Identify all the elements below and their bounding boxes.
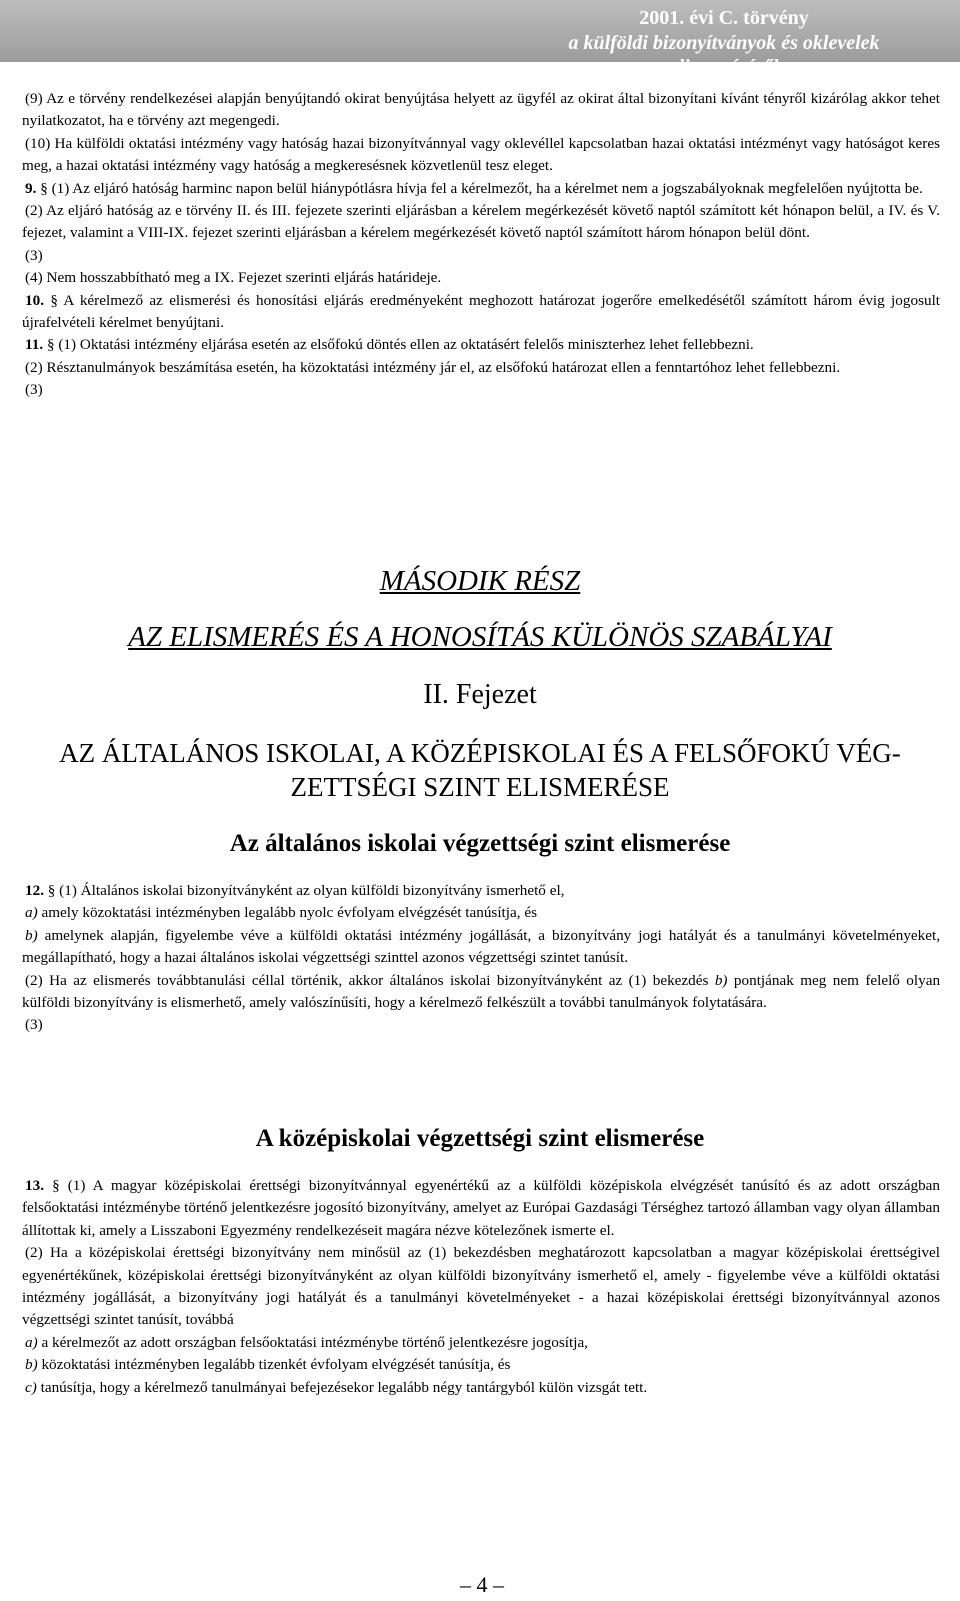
section-sign: §: [50, 291, 58, 309]
section-number: 10.: [25, 291, 44, 309]
section-9-para-3: (3): [25, 246, 43, 264]
point-text: amely közoktatási intézményben legalább nyolc évfolyam elvégzését tanúsítja, és: [41, 904, 537, 922]
section-sign: §: [46, 336, 55, 354]
section-11-para-3: (3): [25, 381, 43, 399]
point-reference: b): [714, 971, 728, 989]
section-text: (1) Általános iskolai bizonyítványként az olyan külföldi bizonyítvány ismerhető el,: [59, 882, 565, 899]
page-header: [0, 0, 960, 78]
section-11-para-1: [22, 334, 940, 356]
section-text: (1) Oktatási intézmény eljárása esetén az elsőfokú döntés ellen az oktatásért felelős miniszterhez lehet fellebbezni.: [58, 336, 754, 354]
section-9-para-4: (4) Nem hosszabbítható meg a IX. Fejezet szerinti eljárás határideje.: [25, 269, 442, 287]
page-number: – 4 –: [460, 1572, 504, 1597]
section-sign: §: [52, 1177, 60, 1194]
section-text: A kérelmező az elismerési és honosítási eljárás eredményeként meghozott határozat jogerőre emelkedésétől számított három évig jogosult újrafelvételi kérelmet benyújtani.: [22, 291, 941, 332]
section-text: (1) Az eljáró hatóság harminc napon belül hiánypótlásra hívja fel a kérelmezőt, ha a kérelmet nem a jogszabályoknak megfelelően nyújtotta be.: [51, 179, 923, 197]
section-text: (1) A magyar középiskolai érettségi bizonyítvánnyal egyenértékű az a külföldi középiskola elvégzését tanúsító és az adott országban felsőoktatási intézménybe történő jelentkezésre jogosító bizonyítvány, amelyet az Európai Gazdasági Térséghez tartozó államban vagy olyan államban állítottak ki, amely a Lisszaboni Egyezmény rendelkezéseit magára nézve kötelezőnek ismerte el.: [22, 1177, 941, 1239]
section-10: [22, 290, 940, 335]
text-block-1: [22, 88, 940, 402]
section-13-para-1: [22, 1175, 940, 1242]
law-title: 2001. évi C. törvény: [639, 7, 809, 29]
chapter-title-line-1: AZ ÁLTALÁNOS ISKOLAI, A KÖZÉPISKOLAI ÉS A FELSŐFOKÚ VÉG-: [59, 738, 901, 768]
section-9-para-2: (2) Az eljáró hatóság az e törvény II. és III. fejezete szerinti eljárásban a kérelem megérkezését követő naptól számított két hónapon belül, a IV. és V. fejezet, valamint a VIII-IX. fejezet szerinti eljárásban a kérelem megérkezését követő naptól számított három hónapon belül dönt.: [22, 202, 940, 242]
section-12-point-b: [22, 925, 940, 970]
text-block-2: [22, 880, 940, 1037]
point-label: a): [25, 1333, 38, 1351]
section-13-para-2: (2) Ha a középiskolai érettségi bizonyítvány nem minősül az (1) bekezdésben meghatározott kapcsolatban a magyar középiskolai érettségivel egyenértékűnek, középiskolai érettségi bizonyítványként az olyan külföldi bizonyítvány ismerhető el, amely - figyelembe véve a külföldi oktatási intézmény jogállását, a bizonyítvány jogi hatályát és a tanulmányi követelményeket - a hazai középiskolai érettségi bizonyítvánnyal azonos végzettségi szintet tanúsít, továbbá: [22, 1244, 940, 1329]
text-block-3: [22, 1175, 940, 1399]
section-12-para-1: [22, 880, 940, 902]
section-12-para-3: (3): [25, 1016, 43, 1034]
section-13-point-a: [22, 1332, 940, 1354]
chapter-title-line-2: ZETTSÉGI SZINT ELISMERÉSE: [290, 772, 670, 802]
part-title: AZ ELISMERÉS ÉS A HONOSÍTÁS KÜLÖNÖS SZABÁLYAI: [128, 621, 832, 653]
section-13-point-b: [22, 1354, 940, 1376]
section-number: 9.: [25, 179, 37, 197]
point-text: közoktatási intézményben legalább tizenkét évfolyam elvégzését tanúsítja, és: [41, 1356, 511, 1374]
section-number: 12.: [25, 882, 44, 899]
point-text: a kérelmezőt az adott országban felsőoktatási intézménybe történő jelentkezésre jogosítja,: [41, 1333, 588, 1351]
paragraph-9: (9) Az e törvény rendelkezései alapján benyújtandó okirat benyújtása helyett az ügyfél az okirat által bizonyítani kívánt tényről kizárólag akkor tehet nyilatkozatot, ha e törvény azt megengedi.: [22, 90, 940, 130]
paragraph-10: (10) Ha külföldi oktatási intézmény vagy hatóság hazai bizonyítvánnyal vagy oklevéllel kapcsolatban hazai oktatási intézményt vagy hatóságot keres meg, a hazai oktatási intézmény vagy hatóság a megkeresésnek közvetlenül tesz eleget.: [22, 134, 940, 175]
point-label: c): [25, 1378, 37, 1396]
paragraph-text: pontjának meg nem felelő olyan külföldi bizonyítvány is elismerhető, amely valószínűsíti, hogy a kérelmező felkészült a további tanulmányok folytatására.: [22, 971, 941, 1012]
section-11-para-2: (2) Résztanulmányok beszámítása esetén, ha közoktatási intézmény jár el, az elsőfokú határozat ellen a fenntartóhoz lehet fellebbezni.: [25, 358, 841, 376]
section-number: 13.: [25, 1177, 44, 1194]
chapter-heading: II. Fejezet: [423, 679, 537, 710]
paragraph-text: (2) Ha az elismerés továbbtanulási céllal történik, akkor általános iskolai bizonyítványként az (1) bekezdés: [25, 971, 709, 989]
point-label: b): [25, 926, 38, 944]
law-subtitle: a külföldi bizonyítványok és oklevelek elismeréséről: [568, 32, 880, 78]
part-heading: MÁSODIK RÉSZ: [379, 565, 581, 597]
point-label: b): [25, 1356, 38, 1374]
section-12-para-2: [22, 970, 940, 1015]
section-12-point-a: [22, 902, 940, 924]
point-text: tanúsítja, hogy a kérelmező tanulmányai befejezésekor legalább négy tantárgyból külön vizsgát tett.: [40, 1378, 648, 1396]
section-13-point-c: [22, 1377, 940, 1399]
point-text: amelynek alapján, figyelembe véve a külföldi oktatási intézmény jogállását, a bizonyítvány jogi hatályát és a tanulmányi követelményeket, megállapítható, hogy a hazai általános iskolai végzettségi szinttel azonos végzettségi szintet tanúsít.: [22, 926, 941, 967]
section-number: 11.: [25, 336, 44, 354]
point-label: a): [25, 904, 38, 922]
subheading-elementary: Az általános iskolai végzettségi szint elismerése: [229, 830, 731, 857]
section-sign: §: [40, 179, 48, 197]
subheading-secondary: A középiskolai végzettségi szint elismerése: [255, 1125, 705, 1152]
section-sign: §: [47, 882, 56, 899]
section-9-para-1: [22, 178, 940, 200]
